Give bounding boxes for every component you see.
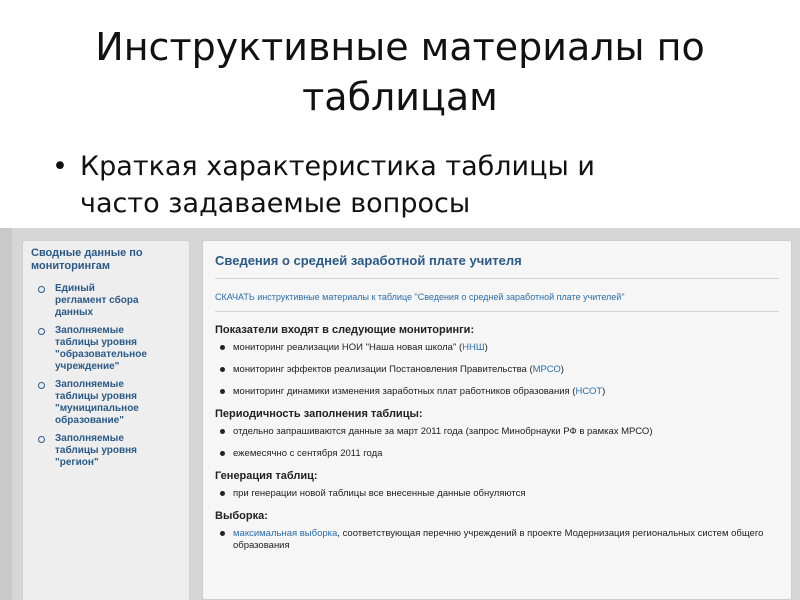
- list-item: [215, 364, 779, 376]
- item-text: мониторинг эффектов реализации Постановления Правительства (: [233, 364, 533, 375]
- bullet-dot-icon: [220, 491, 225, 496]
- sidebar-item-line: Заполняемые: [55, 433, 124, 444]
- item-text: мониторинг динамики изменения заработных плат работников образования (: [233, 386, 576, 397]
- sidebar-item-line: регламент сбора: [55, 295, 139, 306]
- sidebar-item-line: "регион": [55, 457, 99, 468]
- slide-bullet: [52, 148, 752, 222]
- bullet-dot-icon: [220, 389, 225, 394]
- sidebar-item-line: Заполняемые: [55, 379, 124, 390]
- section-list: [215, 426, 779, 460]
- bullet-dot-icon: [220, 345, 225, 350]
- section-heading: Показатели входят в следующие мониторинги:: [215, 324, 475, 336]
- sidebar-title-line-2: мониторингам: [31, 260, 111, 272]
- sidebar-item-municipal-tables[interactable]: [31, 379, 181, 427]
- link-mrso[interactable]: МРСО: [532, 364, 561, 375]
- item-text: ежемесячно с сентября 2011 года: [233, 448, 383, 459]
- content-divider: [215, 278, 779, 279]
- section-list: [215, 528, 779, 552]
- circle-bullet-icon: [38, 436, 45, 443]
- sidebar-item-line: образование": [55, 415, 124, 426]
- item-text: отдельно запрашиваются данные за март 2011 года (запрос Минобрнауки РФ в рамках МРСО): [233, 426, 653, 437]
- item-text: , соответствующая перечню учреждений в проекте Модернизация региональных систем общего образования: [233, 528, 764, 551]
- sidebar-item-line: учреждение": [55, 361, 120, 372]
- sidebar-item-institution-tables[interactable]: [31, 325, 181, 373]
- sidebar-item-line: "образовательное: [55, 349, 147, 360]
- item-text: ): [560, 364, 564, 375]
- sidebar-item-line: таблицы уровня: [55, 445, 138, 456]
- sidebar-title-line-1: Сводные данные по: [31, 247, 143, 259]
- section-heading: Выборка:: [215, 510, 268, 522]
- content-panel: [202, 240, 792, 600]
- sidebar-item-reglament[interactable]: [31, 283, 181, 319]
- sidebar-item-line: таблицы уровня: [55, 337, 138, 348]
- section-list: [215, 342, 779, 398]
- bullet-dot-icon: [220, 451, 225, 456]
- slide-title: [60, 22, 740, 122]
- circle-bullet-icon: [38, 382, 45, 389]
- sidebar-panel: [22, 240, 190, 600]
- left-edge-strip: [0, 228, 12, 600]
- bullet-dot-icon: [220, 531, 225, 536]
- sidebar-item-line: данных: [55, 307, 94, 318]
- bullet-dot-icon: [220, 367, 225, 372]
- item-text: при генерации новой таблицы все внесенные данные обнуляются: [233, 488, 526, 499]
- sidebar-list: [31, 283, 181, 469]
- list-item: [215, 386, 779, 398]
- content-divider: [215, 311, 779, 312]
- sidebar-item-line: "муниципальное: [55, 403, 139, 414]
- circle-bullet-icon: [38, 286, 45, 293]
- download-link[interactable]: СКАЧАТЬ инструктивные материалы к таблице "Сведения о средней заработной плате учителей": [215, 292, 625, 302]
- slide-title-line-1: Инструктивные материалы по: [95, 25, 705, 69]
- link-nsot[interactable]: НСОТ: [575, 386, 603, 397]
- section-heading: Генерация таблиц:: [215, 470, 318, 482]
- bullet-dot-icon: •: [52, 151, 68, 182]
- sidebar-item-line: таблицы уровня: [55, 391, 138, 402]
- sidebar-item-line: Заполняемые: [55, 325, 124, 336]
- list-item: [215, 426, 779, 438]
- sidebar-title: [31, 247, 181, 273]
- content-title: Сведения о средней заработной плате учителя: [215, 253, 522, 268]
- section-list: [215, 488, 779, 500]
- link-max-sample[interactable]: максимальная выборка: [233, 528, 338, 539]
- list-item: [215, 528, 779, 552]
- slide-bullet-line-1: Краткая характеристика таблицы и: [80, 151, 595, 182]
- item-text: ): [602, 386, 606, 397]
- list-item: [215, 342, 779, 354]
- list-item: [215, 448, 779, 460]
- sidebar-item-region-tables[interactable]: [31, 433, 181, 469]
- item-text: мониторинг реализации НОИ "Наша новая школа" (: [233, 342, 463, 353]
- list-item: [215, 488, 779, 500]
- item-text: ): [484, 342, 488, 353]
- section-heading: Периодичность заполнения таблицы:: [215, 408, 423, 420]
- embedded-screenshot: [0, 228, 800, 600]
- link-nnsh[interactable]: ННШ: [462, 342, 485, 353]
- bullet-dot-icon: [220, 429, 225, 434]
- sidebar-item-line: Единый: [55, 283, 95, 294]
- circle-bullet-icon: [38, 328, 45, 335]
- slide-title-line-2: таблицам: [302, 75, 498, 119]
- slide-bullet-line-2: часто задаваемые вопросы: [80, 188, 471, 219]
